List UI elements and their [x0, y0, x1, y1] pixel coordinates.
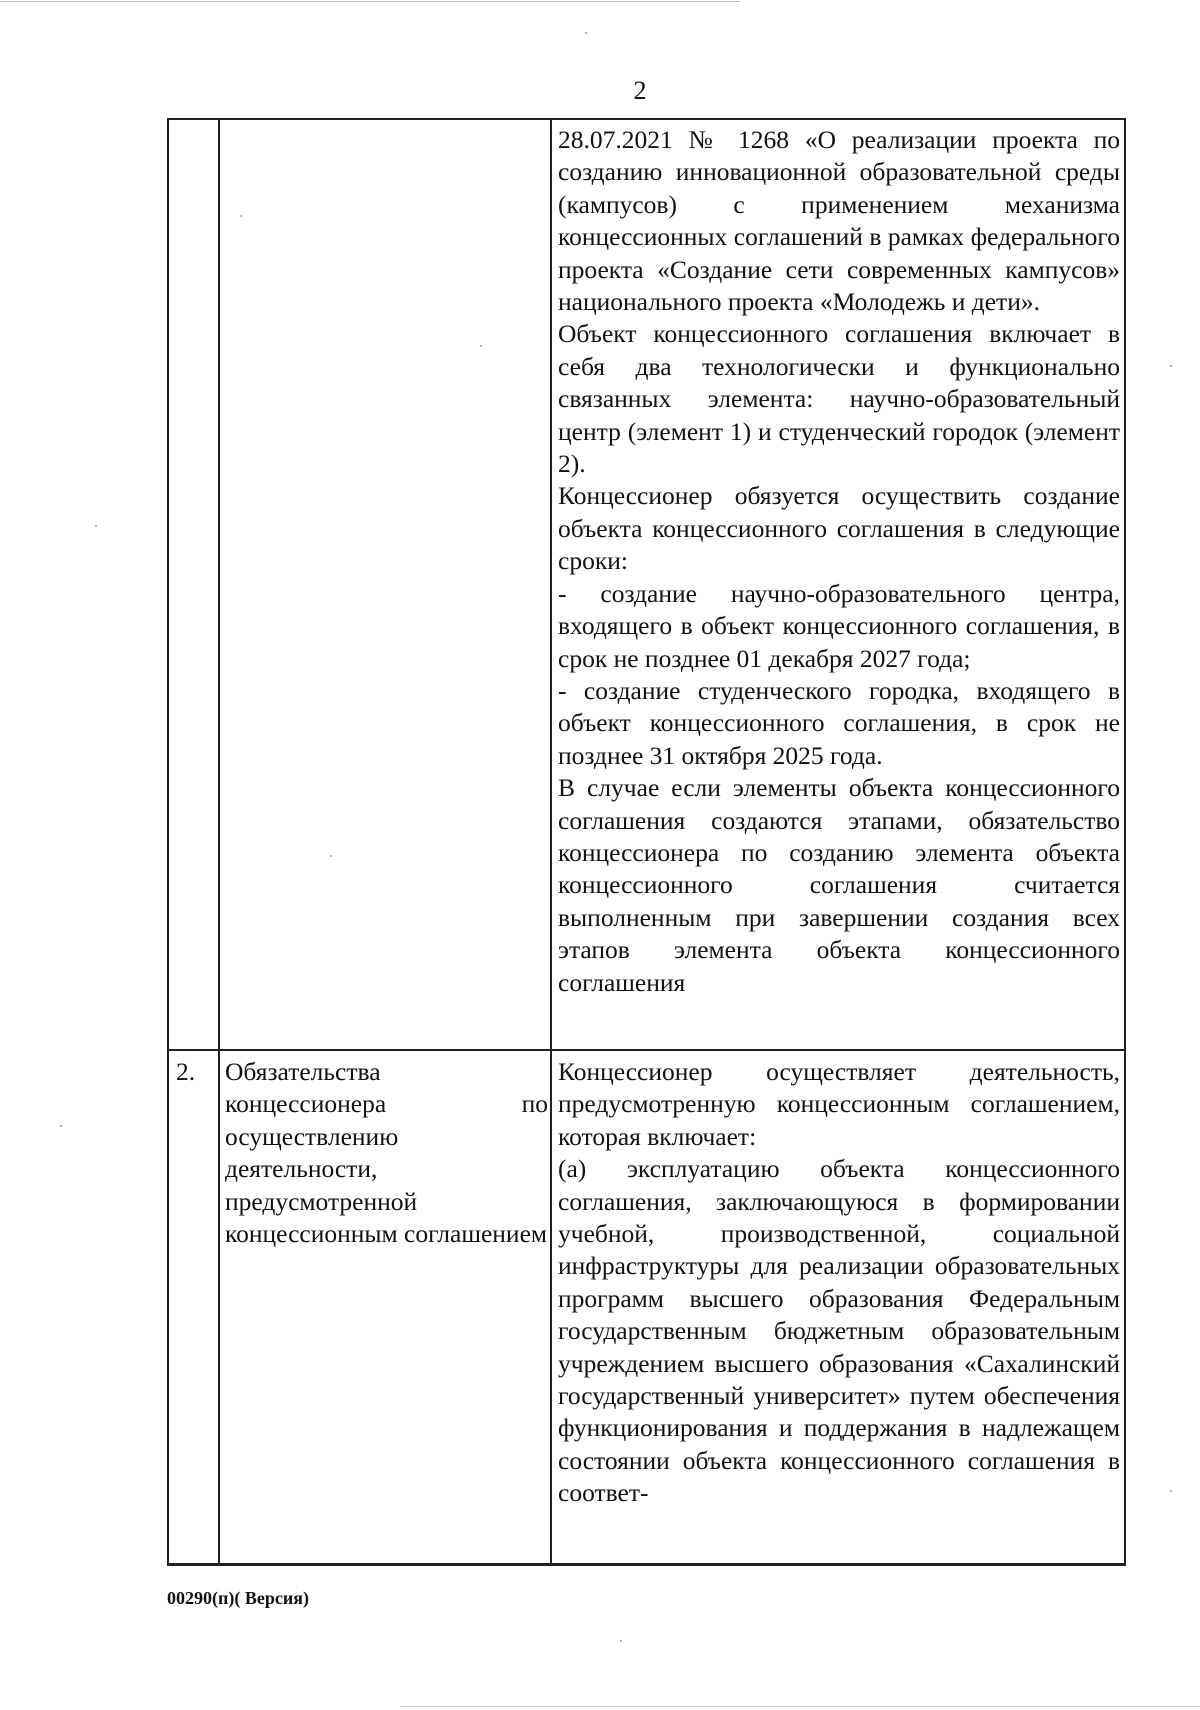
table-border [1124, 118, 1126, 1565]
scan-speck [95, 525, 97, 527]
row-content [552, 118, 1124, 999]
content-paragraph: Концессионер обязуется осуществить создание объекта концессионного соглашения в следующие сроки: [558, 481, 1120, 576]
content-paragraph: - создание студенческого городка, входящего в объект концессионного соглашения, в срок не позднее 31 октября 2025 года. [558, 675, 1120, 770]
content-paragraph: 28.07.2021 № 1268 «О реализации проекта по созданию инновационной образовательной среды (кампусов) с применением механизма концессионных соглашений в рамках федерального проекта «Создание сети современных кампусов» национального проекта «Молодежь и дети». [558, 125, 1120, 317]
scan-speck [585, 32, 587, 34]
scan-speck [1170, 365, 1172, 367]
table-row [167, 118, 1126, 1050]
scan-edge-top [0, 1, 740, 2]
table-border [218, 118, 220, 1565]
content-paragraph: - создание научно-образовательного центра, входящего в объект концессионного соглашения, в срок не позднее 01 декабря 2027 года; [558, 578, 1120, 673]
row-content [552, 1050, 1124, 1510]
obligations-table [167, 118, 1126, 1565]
page-number: 2 [633, 76, 647, 105]
scan-speck [240, 215, 242, 217]
table-border [167, 1049, 1126, 1051]
scan-edge-bottom [400, 1706, 1200, 1707]
row-title: Обязательства концессионера по осуществлению деятельности, предусмотренной концессионным соглашением [225, 1057, 548, 1249]
scan-speck [1170, 1490, 1172, 1492]
content-paragraph: Объект концессионного соглашения включает в себя два технологически и функционально связанных элемента: научно-образовательный центр (элемент 1) и студенческий городок (элемент 2). [558, 319, 1120, 479]
scan-speck [480, 345, 482, 347]
table-border [167, 118, 1126, 120]
table-border [167, 1563, 1126, 1566]
table-border [550, 118, 552, 1565]
scan-speck [60, 1125, 62, 1127]
scan-speck [620, 1640, 622, 1642]
table-border [167, 118, 169, 1565]
document-code: 00290(п)( Версия) [167, 1588, 309, 1608]
content-paragraph: В случае если элементы объекта концессионного соглашения создаются этапами, обязательство концессионера по созданию элемента объекта концессионного соглашения считается выполненным при завершении создания всех этапов элемента объекта концессионного соглашения [558, 773, 1120, 997]
scan-speck [330, 855, 332, 857]
table-row [167, 1050, 1126, 1565]
content-paragraph: Концессионер осуществляет деятельность, предусмотренную концессионным соглашением, которая включает: [558, 1057, 1120, 1151]
content-paragraph: (а) эксплуатацию объекта концессионного соглашения, заключающуюся в формировании учебной, производственной, социальной инфраструктуры для реализации образовательных программ высшего образования Федеральным государственным бюджетным образовательным учреждением высшего образования «Сахалинский государственный университет» путем обеспечения функционирования и поддержания в надлежащем состоянии объекта концессионного соглашения в соответ- [558, 1154, 1120, 1508]
row-number: 2. [176, 1057, 196, 1086]
